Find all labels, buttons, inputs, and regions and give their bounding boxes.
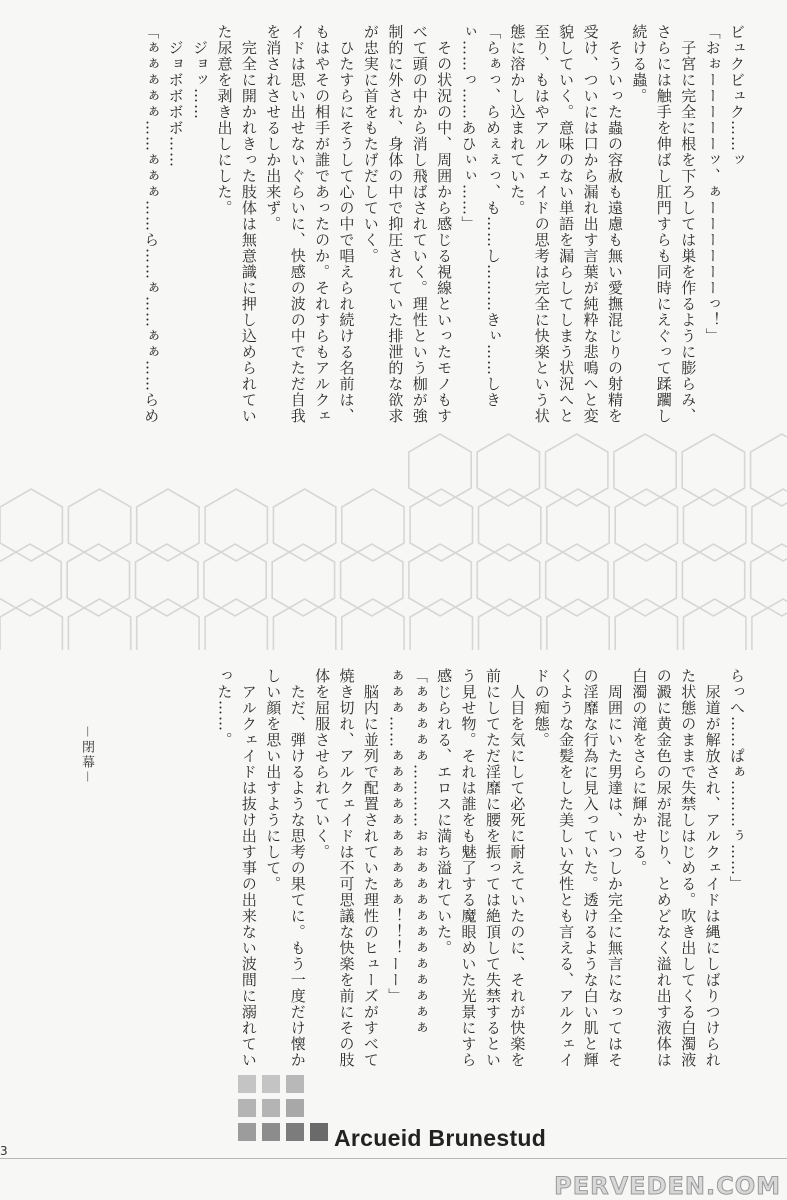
story-line: 子宮に完全に根を下ろしては巣を作るように膨らみ、 (679, 24, 698, 424)
story-line: 人目を気にして必死に耐えていたのに、それが快楽を (508, 668, 527, 1068)
hexagon-pattern (0, 430, 787, 650)
hexagon-shape (342, 599, 404, 650)
hexagon-shape (136, 544, 198, 616)
hexagon-shape (410, 489, 472, 561)
story-line: しい顔を思い出すようにして。 (264, 668, 283, 892)
story-line: 周囲にいた男達は、いつしか完全に無言になってはそ (605, 668, 624, 1068)
hexagon-shape (137, 489, 199, 561)
hexagon-shape (479, 489, 541, 561)
hexagon-shape (137, 599, 199, 650)
story-line: た状態のままで失禁しはじめる。吹き出してくる白濁液 (679, 668, 698, 1068)
page-number: 3 (0, 1144, 8, 1158)
story-line: ただ、弾けるような思考の果てに。もう一度だけ懐か (288, 668, 307, 1068)
logo-squares-icon (238, 1075, 328, 1160)
footer-rule (0, 1158, 787, 1159)
story-line: を消されさせるしか出来ず。 (264, 24, 283, 232)
hexagon-shape (272, 544, 334, 616)
hexagon-shape (410, 599, 472, 650)
story-line: 「おぉーーーーーッ、ぁーーーーーーっ！」 (703, 24, 722, 344)
story-line: ジョボボボボ…… (166, 24, 185, 168)
hexagon-shape (615, 599, 677, 650)
story-line: 続ける蟲。 (630, 24, 649, 104)
hexagon-shape (409, 544, 471, 616)
hexagon-shape (205, 489, 267, 561)
hexagon-shape (68, 599, 130, 650)
hexagon-shape (546, 544, 608, 616)
hexagon-shape (273, 599, 335, 650)
hexagon-shape (0, 599, 62, 650)
hexagon-shape (0, 544, 61, 616)
story-line: 貌していく。意味のない単語を漏らしてしまう状況へと (557, 24, 576, 424)
story-text-lower (179, 668, 749, 1088)
story-line: 「ぁぁぁぁぁ……ぁぁぁ……ら……ぁ……ぁぁ……らめ (142, 24, 161, 424)
story-line: くような金髪をした美しい女性とも言える、アルクェイ (557, 668, 576, 1068)
hexagon-shape (751, 544, 787, 616)
story-line: ジョッ…… (191, 24, 210, 120)
hexagon-shape (341, 544, 403, 616)
story-line: の淫靡な行為に見入っていた。透けるような白い肌と輝 (581, 668, 600, 1068)
hexagon-shape (477, 434, 539, 506)
hexagon-shape (682, 544, 744, 616)
hexagon-shape (479, 599, 541, 650)
title-logo (238, 1075, 578, 1160)
hexagon-shape (615, 489, 677, 561)
hexagon-shape (342, 489, 404, 561)
story-line: べて頭の中から消し飛ばされていく。理性という枷が強 (410, 24, 429, 424)
story-line: イドは思い出せないぐらいに、快感の波の中でただ自我 (288, 24, 307, 424)
story-line: 前にしてただ淫靡に腰を振っては絶頂して失禁するとい (483, 668, 502, 1068)
story-line: さらには触手を伸ばし肛門すらも同時にえぐって蹂躙し (654, 24, 673, 424)
story-line: 態に溶かし込まれていた。 (508, 24, 527, 216)
story-line: 「ぁぁぁぁぁ…………ぉぉぁぁぁぁぁぁぁぁぁぁぁ (410, 668, 429, 1036)
story-line: 感じられる、エロスに満ち溢れていた。 (435, 668, 454, 956)
hexagon-shape (68, 489, 130, 561)
site-watermark: PERVEDEN.COM (554, 1172, 781, 1200)
hexagon-shape (547, 599, 609, 650)
story-line: その状況の中、周囲から感じる視線といったモノもす (435, 24, 454, 424)
story-line: ぁぁぁ……ぁぁぁぁぁぁぁぁぁぁ！！！ーー」 (386, 668, 405, 1004)
hexagon-shape (0, 489, 62, 561)
story-line: 体を屈服させられていく。 (313, 668, 332, 860)
character-name: Arcueid Brunestud (334, 1125, 547, 1151)
story-line: った……。 (215, 668, 234, 748)
story-line: の澱に黄金色の尿が混じり、とめどなく溢れ出す液体は (654, 668, 673, 1068)
story-line: が忠実に首をもたげだしていく。 (361, 24, 380, 264)
story-line: 至り、もはやアルクェイドの思考は完全に快楽という状 (532, 24, 551, 424)
story-line: ぃ……っ……あひぃぃ……」 (459, 24, 478, 232)
story-line: た尿意を剥き出しにした。 (215, 24, 234, 216)
story-line: ひたすらにそうして心の中で唱えられ続ける名前は、 (337, 24, 356, 424)
story-line: 「らぁっ、らめぇぇっ、も……し………きぃ……しき (483, 24, 502, 408)
story-line: もはやその相手が誰であったのか。それすらもアルクェ (313, 24, 332, 424)
story-line: アルクェイドは抜け出す事の出来ない波間に溺れてい (239, 668, 258, 1068)
hexagon-shape (752, 489, 787, 561)
hexagon-shape (409, 434, 471, 506)
story-line: ドの痴態。 (532, 668, 551, 748)
story-line: う見せ物。それは誰をも魅了する魔眼めいた光景にすら (459, 668, 478, 1068)
hexagon-shape (752, 599, 787, 650)
hexagon-shape (477, 544, 539, 616)
story-line: 受け、ついには口から漏れ出す言葉が純粋な悲鳴へと変 (581, 24, 600, 424)
hexagon-shape (273, 489, 335, 561)
hexagon-shape (614, 434, 676, 506)
hexagon-shape (751, 434, 787, 506)
hexagon-shape (684, 489, 746, 561)
story-line: 白濁の滝をさらに輝かせる。 (630, 668, 649, 876)
hexagon-shape (546, 434, 608, 506)
story-line: 脳内に並列で配置されていた理性のヒューズがすべて (361, 668, 380, 1068)
story-text-upper (29, 24, 749, 479)
story-line: 尿道が解放され、アルクェイドは縄にしばりつけられ (703, 668, 722, 1068)
story-line: 制的に外され、身体の中で抑圧されていた排泄的な欲求 (386, 24, 405, 424)
end-mark: －閉幕－ (79, 724, 94, 785)
story-line: 焼き切れ、アルクェイドは不可思議な快楽を前にその肢 (337, 668, 356, 1068)
hexagon-shape (684, 599, 746, 650)
hexagon-shape (204, 544, 266, 616)
hexagon-shape (67, 544, 129, 616)
hexagon-shape (682, 434, 744, 506)
story-line: らっへ……ぱぁ………ぅ……」 (728, 668, 746, 892)
story-line: 完全に開かれきった肢体は無意識に押し込められてい (239, 24, 258, 424)
story-line: ビュクビュク……ッ (728, 24, 746, 168)
hexagon-shape (205, 599, 267, 650)
hexagon-shape (614, 544, 676, 616)
story-line: そういった蟲の容赦も遠慮も無い愛撫混じりの射精を (605, 24, 624, 424)
hexagon-shape (547, 489, 609, 561)
